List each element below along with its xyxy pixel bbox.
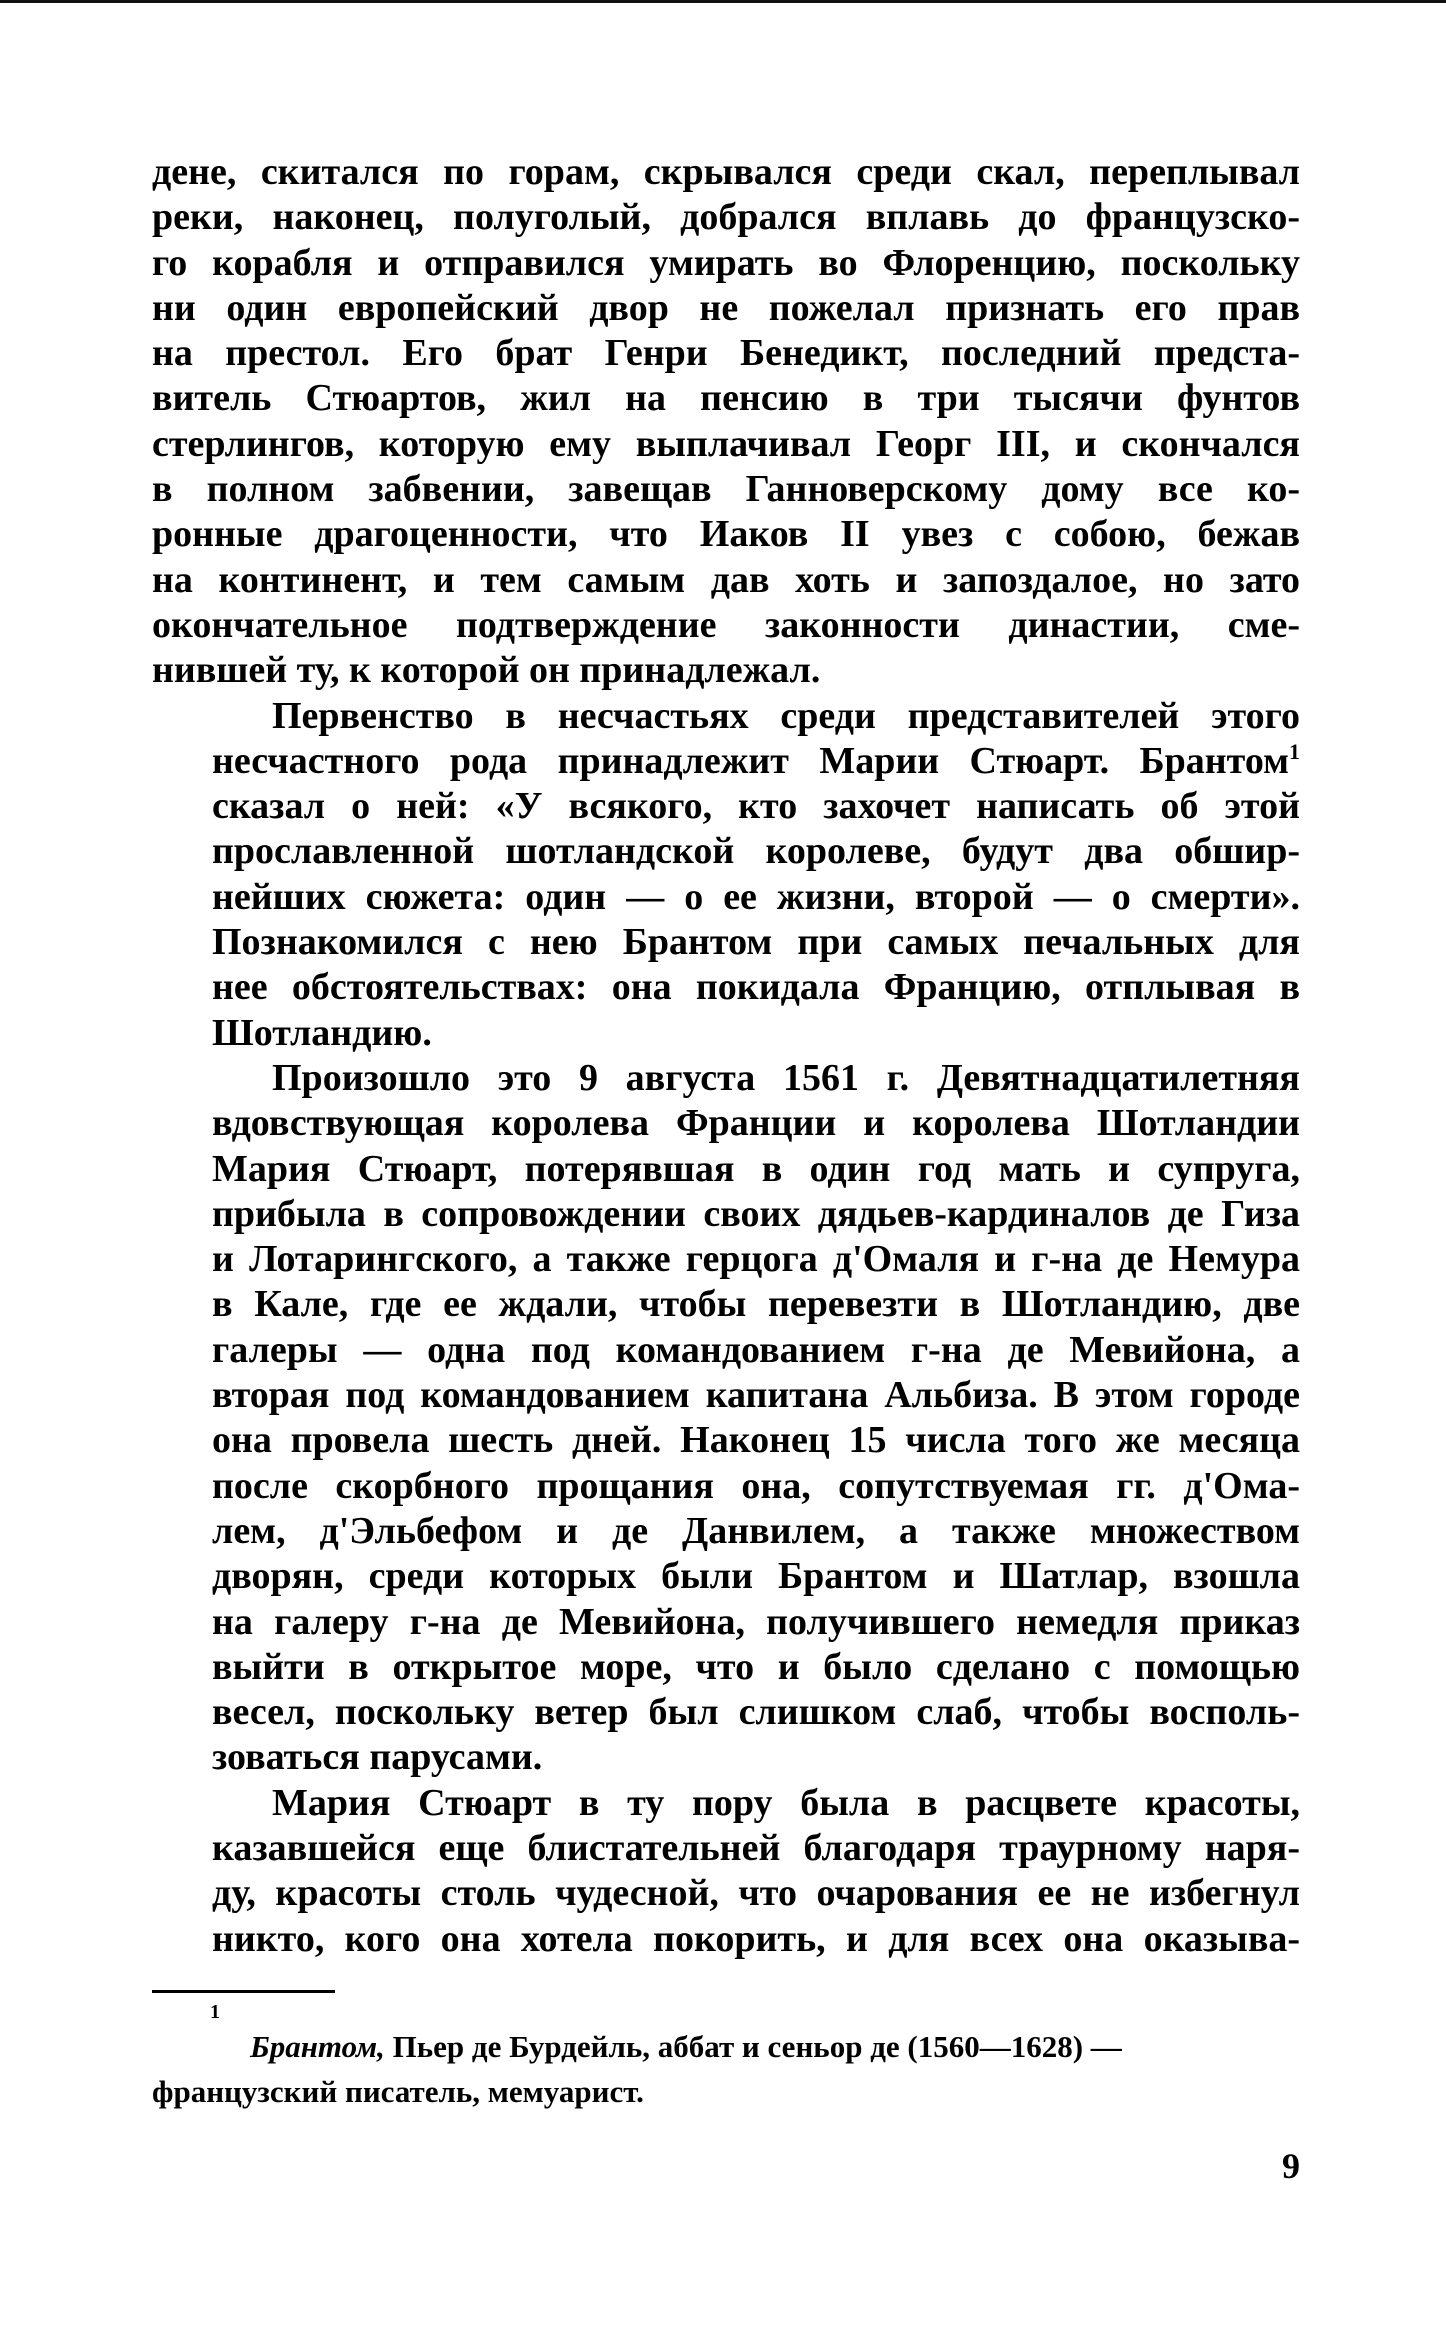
text-line: лем, д'Эльбефом и де Данвилем, а также множеством (212, 1509, 1300, 1552)
text-line: ду, красоты столь чудесной, что очарования ее не избегнул (212, 1872, 1300, 1915)
paragraph (152, 1056, 1300, 1781)
text-line: зоваться парусами. (212, 1736, 543, 1779)
text-line: после скорбного прощания она, сопутствуемая гг. д'Ома- (212, 1464, 1300, 1507)
footnote-mark: 1 (210, 2001, 220, 2023)
text-line: прославленной шотландской королеве, будут два обшир- (212, 830, 1300, 873)
text-line: и Лотарингского, а также герцога д'Омаля и г-на де Немура (212, 1238, 1300, 1281)
text-line: весел, поскольку ветер был слишком слаб, чтобы восполь- (212, 1691, 1300, 1734)
paragraph (152, 150, 1300, 694)
text-line: нившей ту, к которой он принадлежал. (152, 649, 821, 692)
text-line: Мария Стюарт в ту пору была в расцвете красоты, (272, 1781, 1300, 1824)
text-line: Первенство в несчастьях среди представителей этого (272, 694, 1300, 737)
text-line: на престол. Его брат Генри Бенедикт, последний предста- (152, 332, 1300, 375)
text-line: в Кале, где ее ждали, чтобы перевезти в Шотландию, две (212, 1283, 1300, 1326)
text-line: прибыла в сопровождении своих дядьев-кардиналов де Гиза (212, 1192, 1300, 1235)
page-top-edge (0, 0, 1446, 3)
text-line: галеры — одна под командованием г-на де Мевийона, а (212, 1328, 1300, 1371)
text-line: Познакомился с нею Брантом при самых печальных для (212, 921, 1300, 964)
text-line: нейших сюжета: один — о ее жизни, второй — о смерти». (212, 875, 1300, 918)
text-line: вторая под командованием капитана Альбиза. В этом городе (212, 1374, 1300, 1417)
text-line: Произошло это 9 августа 1561 г. Девятнадцатилетняя (272, 1056, 1300, 1099)
text-line: нее обстоятельствах: она покидала Францию, отплывая в (212, 966, 1300, 1009)
page-body (152, 150, 1300, 1962)
text-line: казавшейся еще блистательней благодаря траурному наря- (212, 1826, 1300, 1869)
text-line: в полном забвении, завещав Ганноверскому дому все ко- (152, 468, 1300, 511)
footnote-name: Брантом, (250, 2029, 385, 2064)
footnote-line-1 (152, 2024, 1300, 2069)
text-line: дворян, среди которых были Брантом и Шатлар, взошла (212, 1555, 1300, 1598)
text-line: она провела шесть дней. Наконец 15 числа того же месяца (212, 1419, 1300, 1462)
text-line: никто, кого она хотела покорить, и для всех она оказыва- (212, 1917, 1300, 1960)
footnote-line-1-text: Пьер де Бурдейль, аббат и сеньор де (1560—1628) — (384, 2029, 1122, 2064)
text-line: сказал о ней: «У всякого, кто захочет написать об этой (212, 785, 1300, 828)
text-line: Мария Стюарт, потерявшая в один год мать и супруга, (212, 1147, 1300, 1190)
text-line: на континент, и тем самым дав хоть и запоздалое, но зато (152, 558, 1300, 601)
text-line: Шотландию. (212, 1011, 432, 1054)
text-line: вдовствующая королева Франции и королева Шотландии (212, 1102, 1300, 1145)
paragraph (152, 694, 1300, 1056)
text-line: ни один европейский двор не пожелал признать его прав (152, 286, 1300, 329)
footnote-line-2: французский писатель, мемуарист. (152, 2074, 644, 2109)
text-line: выйти в открытое море, что и было сделано с помощью (212, 1645, 1300, 1688)
text-line: витель Стюартов, жил на пенсию в три тысячи фунтов (152, 377, 1300, 420)
footnote-separator (152, 1990, 335, 1993)
text-line: ронные драгоценности, что Иаков II увез с собою, бежав (152, 513, 1300, 556)
main-text (152, 150, 1300, 1962)
text-line: стерлингов, которую ему выплачивал Георг III, и скончался (152, 422, 1300, 465)
text-line: го корабля и отправился умирать во Флоренцию, поскольку (152, 241, 1300, 284)
footnote (152, 2001, 1300, 2114)
paragraph (152, 1781, 1300, 1962)
footnote-reference[interactable]: 1 (1289, 738, 1300, 764)
text-line: дене, скитался по горам, скрывался среди скал, переплывал (152, 151, 1300, 193)
text-line: несчастного рода принадлежит Марии Стюарт. Брантом$^1$ (212, 738, 1300, 782)
text-line: на галеру г-на де Мевийона, получившего немедля приказ (212, 1600, 1300, 1643)
text-line: реки, наконец, полуголый, добрался вплавь до французско- (152, 196, 1300, 239)
text-line: окончательное подтверждение законности династии, сме- (152, 603, 1300, 646)
page-number: 9 (1282, 2146, 1300, 2186)
